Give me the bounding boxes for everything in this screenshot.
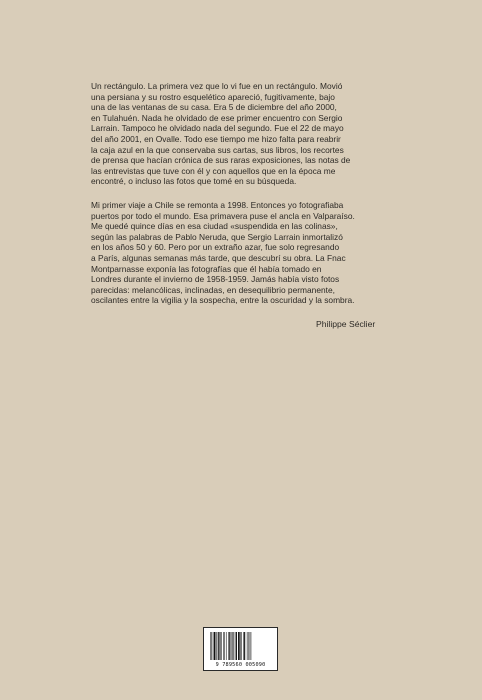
barcode-bar bbox=[247, 632, 248, 660]
barcode-bar bbox=[243, 632, 244, 660]
barcode-bar bbox=[218, 632, 219, 660]
barcode-bar bbox=[213, 632, 214, 660]
barcode-bar bbox=[238, 632, 240, 660]
paragraph-1: Un rectángulo. La primera vez que lo vi fue en un rectángulo. Movió una persiana y su rostro esquelético apareció, fugitivamente, bajo una de las ventanas de su casa. Era 5 de diciembre del año 2000, en Tulahuén. Nada he olvidado de ese primer encuentro con Sergio Larrain. Tampoco he olvidado nada del segundo. Fue el 22 de mayo del año 2001, en Ovalle. Todo ese tiempo me hizo falta para reabrir la caja azul en la que conservaba sus cartas, sus libros, los recortes de prensa que hacían crónica de sus raras exposiciones, las notas de las entrevistas que tuve con él y con aquellos que en la época me encontré, o incluso las fotos que tomé en su búsqueda. bbox=[91, 81, 351, 187]
author-signature: Philippe Séclier bbox=[316, 319, 376, 329]
barcode-bar bbox=[223, 632, 224, 660]
barcode-bar bbox=[216, 632, 217, 660]
barcode-bar bbox=[219, 632, 220, 660]
barcode-bar bbox=[224, 632, 225, 660]
barcode-bar bbox=[220, 632, 221, 660]
barcode-bar bbox=[211, 632, 212, 660]
barcode-bar bbox=[214, 632, 216, 660]
barcode-bar bbox=[235, 632, 236, 660]
barcode-bar bbox=[240, 632, 241, 660]
paragraph-2: Mi primer viaje a Chile se remonta a 1998. Entonces yo fotografiaba puertos por todo el mundo. Esa primavera puse el ancla en Valparaíso. Me quedé quince días en esa ciudad «suspendida en las colinas», según las palabras de Pablo Neruda, que Sergio Larrain inmortalizó en los años 50 y 60. Pero por un extraño azar, fue solo regresando a París, algunas semanas más tarde, que descubrí su obra. La Fnac Montparnasse exponía las fotografías que él había tomado en Londres durante el invierno de 1958-1959. Jamás había visto fotos parecidas: melancólicas, inclinadas, en desequilibrio permanente, oscilantes entre la vigilia y la sospecha, entre la oscuridad y la sombra. bbox=[91, 199, 355, 306]
barcode-bar bbox=[232, 632, 233, 660]
isbn-barcode bbox=[203, 627, 278, 671]
barcode-bar bbox=[241, 632, 242, 660]
barcode-bars bbox=[210, 632, 273, 660]
barcode-bar bbox=[244, 632, 245, 660]
barcode-bar bbox=[226, 632, 227, 660]
body-text bbox=[91, 81, 391, 306]
barcode-bar bbox=[233, 632, 234, 660]
barcode-bar bbox=[231, 632, 232, 660]
barcode-bar bbox=[229, 632, 230, 660]
barcode-number: 9 789560 005090 bbox=[215, 662, 266, 668]
barcode-bar bbox=[248, 632, 249, 660]
barcode-bar bbox=[251, 632, 252, 660]
barcode-bar bbox=[228, 632, 229, 660]
barcode-bar bbox=[250, 632, 251, 660]
barcode-bar bbox=[236, 632, 237, 660]
barcode-bar bbox=[210, 632, 211, 660]
